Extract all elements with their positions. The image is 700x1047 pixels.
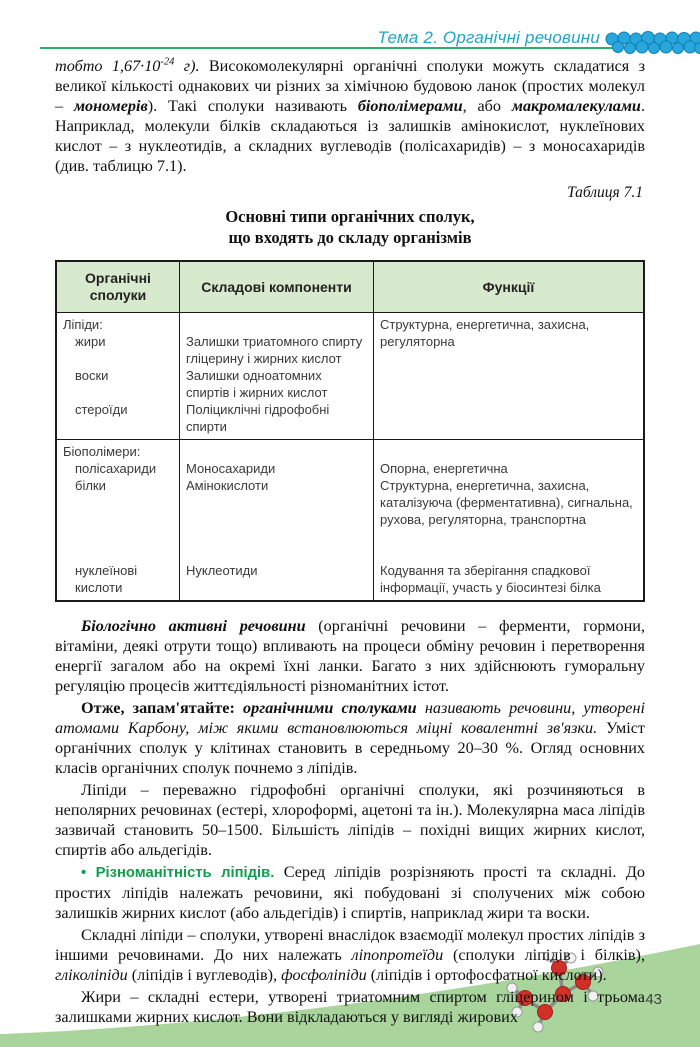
table-row-biopolymers (56, 440, 644, 602)
organic-compounds-table (55, 260, 645, 602)
cell-biopolymers-functions (374, 440, 645, 602)
term-bioactive-substances: Біологічно активні речовини (81, 617, 319, 635)
polymer-bead-chain-icon (604, 30, 700, 56)
item-label: воски (75, 368, 109, 383)
paragraph-fats: Жири – складні естери, утворені триатомним спиртом гліцерином і трьома залишками жирних кислот. Вони відкладаються у вигляді жирових (55, 988, 645, 1026)
component-text: Моносахариди (185, 461, 276, 476)
item-label: нуклеїнові кислоти (75, 563, 138, 595)
paragraph-lipids: Ліпіди – переважно гідрофобні органічні сполуки, які розчиняються в неполярних речовинах (естері, хлороформі, ацетоні та ін.). Молекулярна маса ліпідів зазвичай становить 50–1500. Більшість ліпідів – похідні вищих жирних кислот, спиртів або альдегідів. (55, 781, 645, 859)
header-rule (40, 47, 617, 49)
paragraph-intro: тобто $1,67\cdot 10^{-24}$ г). Високомолекулярні органічні сполуки можуть складатися з великої кількості однакових чи різних за хімічною будовою ланок (простих молекул – мономерів). Такі сполуки називають біополімерами, або макромалекулами. Наприклад, молекули білків складаються із залишків амінокислот, нуклеїнових кислот – з нуклеотидів, а складних вуглеводів (полісахаридів) – з моносахаридів (див. таблицю 7.1). (55, 56, 645, 175)
component-text: Поліциклічні гідрофобні спирти (185, 402, 330, 434)
paragraph-lipid-diversity: • Різноманітність ліпідів. Серед ліпідів розрізняють прості та складні. До простих ліпідів належать речовини, які побудовані зі сполучених між собою залишків жирних кислот (або альдегідів) і спиртів, наприклад жири та воски. (55, 863, 645, 922)
component-text: Амінокислоти (185, 478, 269, 493)
page-content (55, 56, 645, 1029)
section-heading-lipid-diversity: Різноманітність ліпідів. (95, 865, 275, 881)
term-phospholipids: фосфоліпіди (281, 966, 371, 984)
column-header-components: Складові компоненти (179, 261, 373, 313)
item-label: полісахариди (75, 461, 157, 476)
function-text: Кодування та зберігання спадкової інформації, участь у біосинтезі білка (380, 563, 601, 595)
section-bullet: • (81, 865, 96, 881)
table-row-lipids (56, 313, 644, 440)
cell-lipids-components (179, 313, 373, 440)
term-macromolecules: макромалекулами (511, 97, 641, 115)
page-header-title: Тема 2. Органічні речовини (377, 28, 600, 47)
table-caption: Таблиця 7.1 (567, 184, 643, 201)
term-glycolipids: гліколіпіди (55, 966, 132, 984)
cell-lipids-functions: Структурна, енергетична, захисна, регуляторна (374, 313, 645, 440)
page-number: 43 (645, 991, 662, 1008)
term-monomers: мономерів (73, 97, 148, 115)
component-text: Нуклеотиди (185, 563, 258, 578)
group-label: Ліпіди: (63, 317, 103, 332)
paragraph-bioactive: Біологічно активні речовини (органічні речовини – ферменти, гормони, вітаміни, деякі отрути тощо) впливають на процеси обміну речовин і перетворення енергії загалом або на окремі їхні ланки. Багато з них здійснюють гуморальну регуляцію процесів життєдіяльності різноманітних істот. (55, 617, 645, 695)
cell-biopolymers-names (56, 440, 179, 602)
item-label: жири (75, 334, 106, 349)
column-header-functions: Функції (374, 261, 645, 313)
function-text: Структурна, енергетична, захисна, каталізуюча (ферментативна), сигнальна, рухова, регуляторна, транспортна (380, 478, 633, 527)
cell-lipids-names (56, 313, 179, 440)
table-header-row (56, 261, 644, 313)
item-label: стероїди (75, 402, 128, 417)
cell-biopolymers-components (179, 440, 373, 602)
term-lipoproteins: ліпопротеїди (351, 946, 453, 964)
item-label: білки (75, 478, 106, 493)
term-organic-compounds: органічними сполуками (243, 699, 425, 717)
term-biopolymers: біополімерами (357, 97, 463, 115)
superscript-exponent: -24 (160, 56, 175, 68)
column-header-compounds: Органічні сполуки (56, 261, 179, 313)
component-text: Залишки триатомного спирту гліцерину і жирних кислот (185, 334, 363, 366)
paragraph-complex-lipids: Складні ліпіди – сполуки, утворені внаслідок взаємодії молекул простих ліпідів з іншими речовинами. До них належать ліпопротеїди (сполуки ліпідів і білків), гліколіпіди (ліпідів і вуглеводів), фосфоліпіди (ліпідів і ортофосфатної кислоти). (55, 926, 645, 984)
paragraph-definition: Отже, запам'ятайте: органічними сполуками називають речовини, утворені атомами Карбону, між якими встановлюються міцні ковалентні зв'язки. Уміст органічних сполук у клітинах становить в середньому 20–30 %. Огляд основних класів органічних сполук почнемо з ліпідів. (55, 699, 646, 777)
table-title: Основні типи органічних сполук, що входять до складу організмів (225, 207, 475, 247)
group-label: Біополімери: (63, 444, 141, 459)
function-text: Опорна, енергетична (380, 461, 508, 476)
component-text: Залишки одноатомних спиртів і жирних кислот (185, 368, 328, 400)
